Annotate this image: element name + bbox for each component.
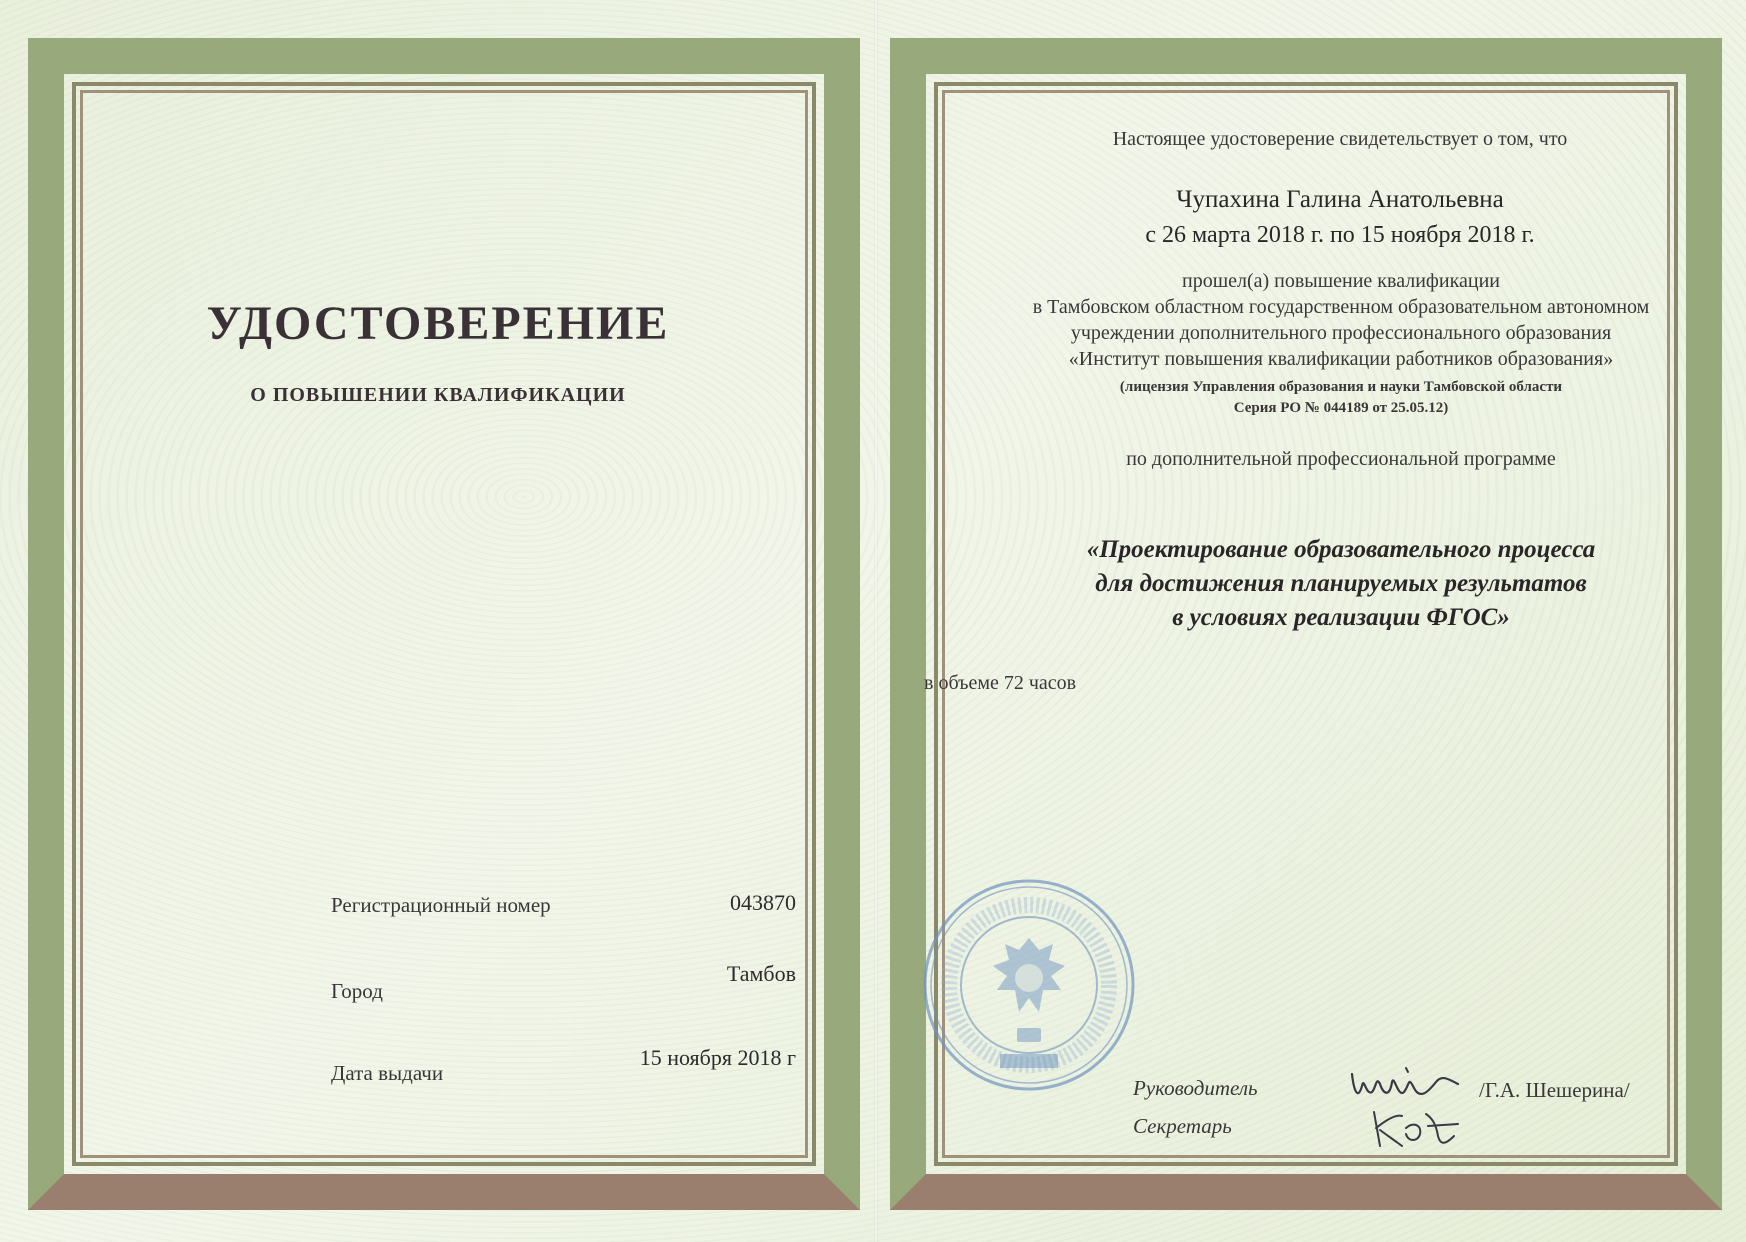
certificate-subtitle: О ПОВЫШЕНИИ КВАЛИФИКАЦИИ <box>250 384 626 406</box>
institution-line: «Институт повышения квалификации работников образования» <box>1068 348 1614 370</box>
issue-date-label: Дата выдачи <box>331 1061 444 1085</box>
license-line: Серия РО № 044189 от 25.05.12) <box>1233 400 1449 416</box>
registration-number-label: Регистрационный номер <box>331 893 551 917</box>
license-line: (лицензия Управления образования и науки Тамбовской области <box>1119 379 1563 395</box>
course-volume: в объеме 72 часов <box>924 672 1077 694</box>
head-role-label: Руководитель <box>1133 1076 1258 1100</box>
institution-line: в Тамбовском областном государственном образовательном автономном <box>1032 296 1650 318</box>
city-label: Город <box>331 979 383 1003</box>
registration-number-value: 043870 <box>730 890 796 915</box>
issue-date-value: 15 ноября 2018 г <box>639 1045 796 1070</box>
official-seal-icon <box>922 878 1136 1092</box>
right-page <box>876 0 1746 1242</box>
city-value: Тамбов <box>726 961 796 986</box>
recipient-name: Чупахина Галина Анатольевна <box>1176 186 1504 213</box>
certificate-title: УДОСТОВЕРЕНИЕ <box>206 297 670 350</box>
program-title-line: для достижения планируемых результатов <box>1095 570 1587 597</box>
head-name: /Г.А. Шешерина/ <box>1479 1078 1630 1102</box>
program-title-line: в условиях реализации ФГОС» <box>1172 604 1510 631</box>
inner-border-line <box>80 90 808 1158</box>
institution-line: прошел(а) повышение квалификации <box>1182 270 1500 292</box>
program-title-line: «Проектирование образовательного процесса <box>1086 536 1596 563</box>
head-signature-icon <box>1346 1062 1476 1112</box>
secretary-role-label: Секретарь <box>1133 1114 1232 1138</box>
intro-text: Настоящее удостоверение свидетельствует о том, что <box>1112 128 1568 150</box>
institution-line: учреждении дополнительного профессионального образования <box>1070 322 1612 344</box>
program-intro: по дополнительной профессиональной программе <box>1126 448 1556 470</box>
training-period: с 26 марта 2018 г. по 15 ноября 2018 г. <box>1145 222 1535 248</box>
secretary-signature-icon <box>1366 1106 1466 1152</box>
